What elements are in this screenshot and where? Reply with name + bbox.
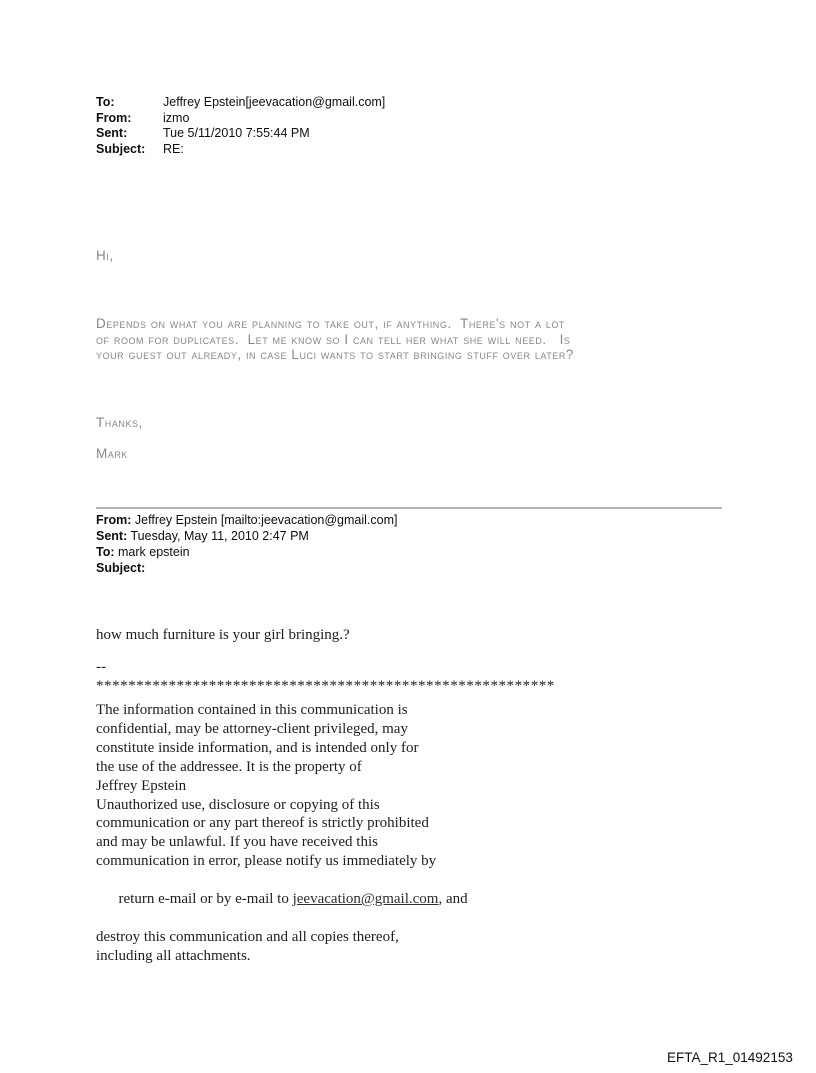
header-row-from [96, 111, 385, 127]
header-sent-label: Sent: [96, 126, 128, 140]
quoted-header-row-subject [96, 560, 397, 576]
disclaimer-link-suffix: , and [438, 891, 468, 908]
header-sent-value: Tue 5/11/2010 7:55:44 PM [163, 126, 310, 140]
quoted-message-divider [96, 507, 722, 509]
email-header [96, 95, 385, 157]
header-row-sent [96, 126, 385, 142]
quoted-message-text: how much furniture is your girl bringing.? [96, 627, 350, 643]
header-to-label: To: [96, 95, 115, 109]
disclaimer-line: the use of the addressee. It is the property of [96, 758, 362, 775]
quoted-to-label: To: [96, 545, 115, 559]
quoted-header-row-sent [96, 528, 397, 544]
reply-paragraph [96, 316, 574, 363]
header-row-subject [96, 142, 385, 158]
disclaimer-link-prefix: return e-mail or by e-mail to [118, 891, 293, 908]
quoted-to-value: mark epstein [114, 545, 190, 559]
reply-paragraph-line: of room for duplicates. Let me know so I can tell her what she will need. Is [96, 331, 571, 347]
disclaimer-line: The information contained in this communication is [96, 702, 408, 718]
disclaimer-line: communication or any part thereof is strictly prohibited [96, 815, 429, 832]
reply-signature: Mark [96, 446, 128, 461]
quoted-sent-label: Sent: [96, 529, 128, 543]
disclaimer-line: Unauthorized use, disclosure or copying of this [96, 796, 380, 813]
quoted-from-label: From: [96, 513, 132, 527]
reply-greeting: Hi, [96, 248, 114, 263]
header-from-value: izmo [163, 110, 190, 125]
disclaimer-link-line [96, 871, 468, 928]
disclaimer-line: communication in error, please notify us immediately by [96, 853, 437, 870]
disclaimer-line: including all attachments. [96, 947, 251, 964]
disclaimer-line: and may be unlawful. If you have received this [96, 834, 378, 851]
header-from-label: From: [96, 110, 132, 125]
bates-number: EFTA_R1_01492153 [667, 1050, 793, 1065]
quoted-from-value: Jeffrey Epstein [mailto:jeevacation@gmail.com] [131, 513, 398, 527]
email-link[interactable]: jeevacation@gmail.com [292, 891, 439, 908]
quoted-subject-label: Subject: [96, 561, 146, 575]
asterisk-divider-line: ********************************************************* [96, 678, 555, 694]
signature-separator: -- [96, 659, 106, 675]
quoted-header-row-to [96, 544, 397, 560]
quoted-sent-value: Tuesday, May 11, 2010 2:47 PM [127, 529, 309, 543]
header-to-value: Jeffrey Epstein[jeevacation@gmail.com] [163, 95, 386, 109]
header-subject-value: RE: [163, 141, 184, 156]
disclaimer-line: constitute inside information, and is intended only for [96, 739, 419, 756]
header-row-to [96, 95, 385, 111]
quoted-header-row-from [96, 512, 397, 528]
disclaimer-line: confidential, may be attorney-client privileged, may [96, 720, 408, 737]
disclaimer-line: destroy this communication and all copies thereof, [96, 928, 399, 945]
header-subject-label: Subject: [96, 141, 146, 156]
reply-paragraph-line: your guest out already, in case Luci wants to start bringing stuff over later? [96, 347, 574, 363]
disclaimer-line: Jeffrey Epstein [96, 777, 187, 794]
reply-closing: Thanks, [96, 415, 143, 430]
confidentiality-disclaimer [96, 701, 468, 966]
reply-paragraph-line: Depends on what you are planning to take out, if anything. There's not a lot [96, 316, 565, 331]
quoted-email-header [96, 512, 397, 576]
